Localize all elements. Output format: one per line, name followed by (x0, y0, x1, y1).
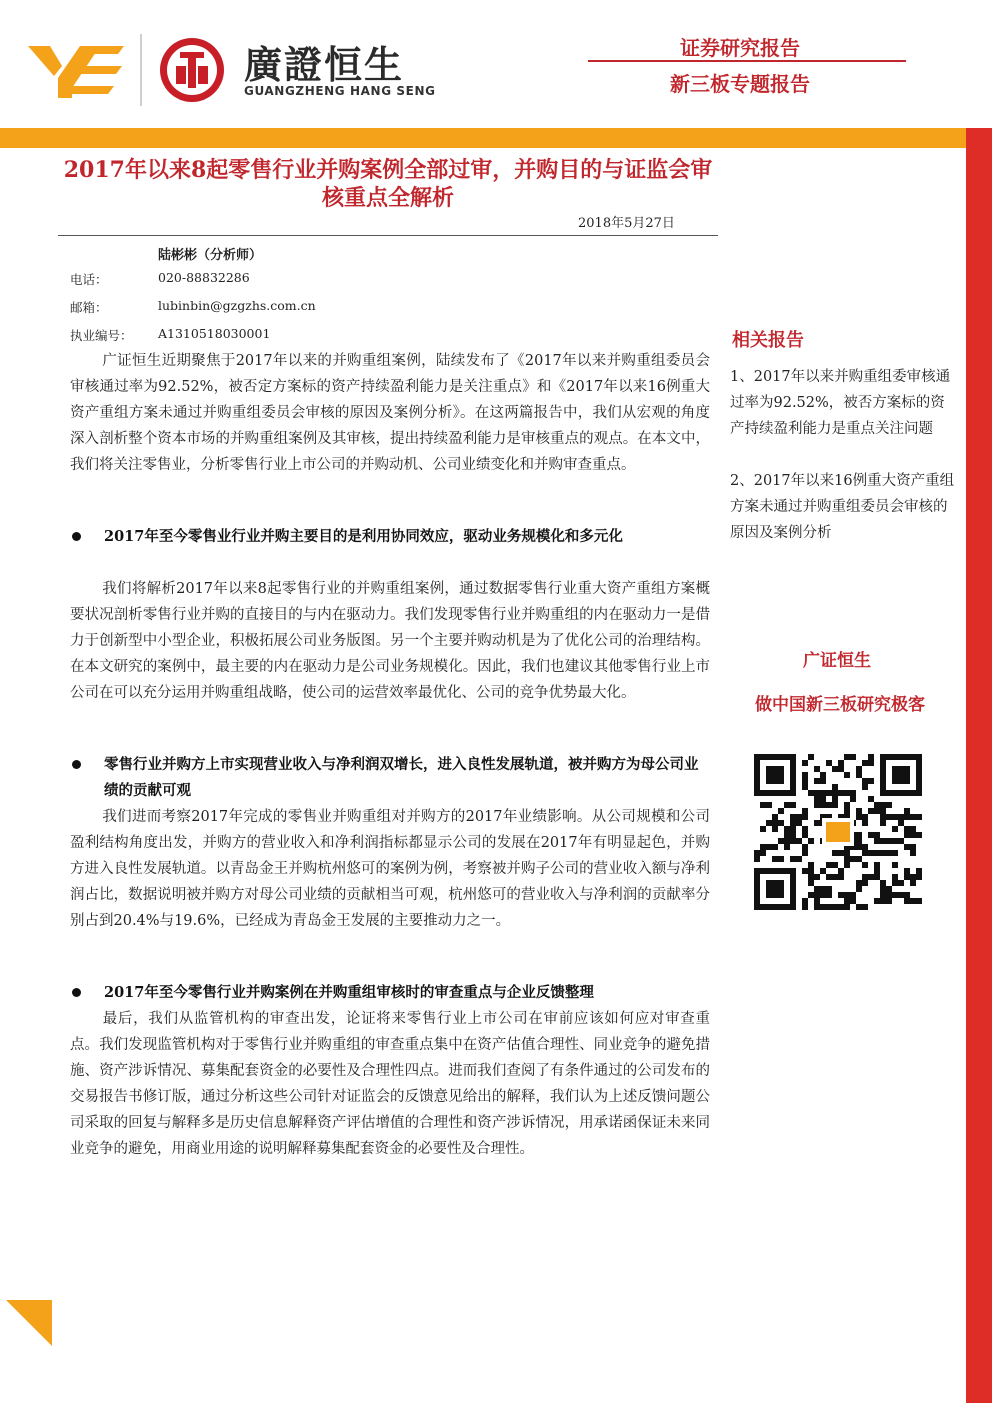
section-body: 最后，我们从监管机构的审查出发，论证将来零售行业上市公司在审前应该如何应对审查重点。我们发现监管机构对于零售行业并购重组的审查重点集中在资产估值合理性、同业竞争的避免措施、资产涉诉情况、募集配套资金的必要性及合理性四点。进而我们查阅了有条件通过的公司发布的交易报告书修订版，通过分析这些公司针对证监会的反馈意见给出的解释，我们认为上述反馈问题公司采取的回复与解释多是历史信息解释资产评估增值的合理性和资产涉诉情况，用承诺函保证未来同业竞争的避免，用商业用途的说明解释募集配套资金的必要性及合理性。 (70, 1011, 710, 1157)
intro-paragraph: 广证恒生近期聚焦于2017年以来的并购重组案例，陆续发布了《2017年以来并购重组委员会审核通过率为92.52%，被否定方案标的资产持续盈利能力是关注重点》和《2017年以来16例重大资产重组方案未通过并购重组委员会审核的原因及案例分析》。在这两篇报告中，我们从宏观的角度深入剖析整个资本市场的并购重组案例及其审核，提出持续盈利能力是审核重点的观点。在本文中，我们将关注零售业，分析零售行业上市公司的并购动机、公司业绩变化和并购审查重点。 (70, 353, 710, 473)
sidebar-slogan-brand: 广证恒生 (803, 651, 871, 671)
report-title: 2017年以来8起零售行业并购案例全部过审，并购目的与证监会审核重点全解析 (63, 157, 713, 211)
section-body: 我们进而考察2017年完成的零售业并购重组对并购方的2017年业绩影响。从公司规模和公司盈利结构角度出发，并购方的营业收入和净利润指标都显示公司的发展在2017年有明显起色，并购方进入良性发展轨道。以青岛金王并购杭州悠可的案例为例，考察被并购子公司的营业收入额与净利润占比，数据说明被并购方对母公司业绩的贡献相当可观，杭州悠可的营业收入与净利润的贡献率分别占到20.4%与19.6%，已经成为青岛金王发展的主要推动力之一。 (70, 809, 710, 929)
qr-code-icon (752, 752, 924, 912)
email-value: lubinbin@gzgzhs.com.cn (158, 298, 316, 313)
report-subtype-label: 新三板专题报告 (670, 72, 810, 96)
right-red-band (966, 128, 992, 1403)
bullet-icon (72, 760, 81, 769)
header-orange-band (0, 128, 966, 148)
phone-label: 电话： (70, 272, 108, 287)
license-value: A1310518030001 (158, 326, 271, 341)
section-heading: 2017年至今零售业行业并购主要目的是利用协同效应，驱动业务规模化和多元化 (104, 528, 623, 545)
title-divider (58, 235, 718, 236)
section-heading: 零售行业并购方上市实现营业收入与净利润双增长，进入良性发展轨道，被并购方为母公司业绩的贡献可观 (104, 756, 699, 799)
report-type-label: 证券研究报告 (680, 36, 800, 60)
corner-triangle-icon (6, 1300, 52, 1346)
report-type-divider (588, 60, 906, 62)
section-heading: 2017年至今零售行业并购案例在并购重组审核时的审查重点与企业反馈整理 (104, 984, 594, 1001)
report-date: 2018年5月27日 (578, 216, 675, 231)
bullet-icon (72, 532, 81, 541)
brand-name-cn: 廣證恒生 (244, 43, 405, 87)
logo-separator (140, 34, 142, 106)
sidebar-slogan-tagline: 做中国新三板研究极客 (755, 695, 925, 715)
related-report-item[interactable]: 1、2017年以来并购重组委审核通过率为92.52%，被否方案标的资产持续盈利能力是重点关注问题 (730, 369, 951, 437)
analyst-name: 陆彬彬（分析师） (158, 248, 263, 263)
brand-name-en: GUANGZHENG HANG SENG (244, 84, 436, 98)
related-report-item[interactable]: 2、2017年以来16例重大资产重组方案未通过并购重组委员会审核的原因及案例分析 (730, 473, 955, 541)
brand-seal-icon (158, 36, 226, 104)
license-label: 执业编号： (70, 328, 133, 343)
bullet-icon (72, 988, 81, 997)
phone-value: 020-88832286 (158, 270, 250, 285)
section-body: 我们将解析2017年以来8起零售行业的并购重组案例，通过数据零售行业重大资产重组方案概要状况剖析零售行业并购的直接目的与内在驱动力。我们发现零售行业并购重组的内在驱动力一是借力于创新型中小型企业，积极拓展公司业务版图。另一个主要并购动机是为了优化公司的治理结构。在本文研究的案例中，最主要的内在驱动力是公司业务规模化。因此，我们也建议其他零售行业上市公司在可以充分运用并购重组战略，使公司的运营效率最优化、公司的竞争优势最大化。 (70, 581, 710, 701)
email-label: 邮箱： (70, 300, 108, 315)
related-reports-title: 相关报告 (732, 330, 804, 351)
brand-logo-mark-icon (28, 42, 124, 98)
